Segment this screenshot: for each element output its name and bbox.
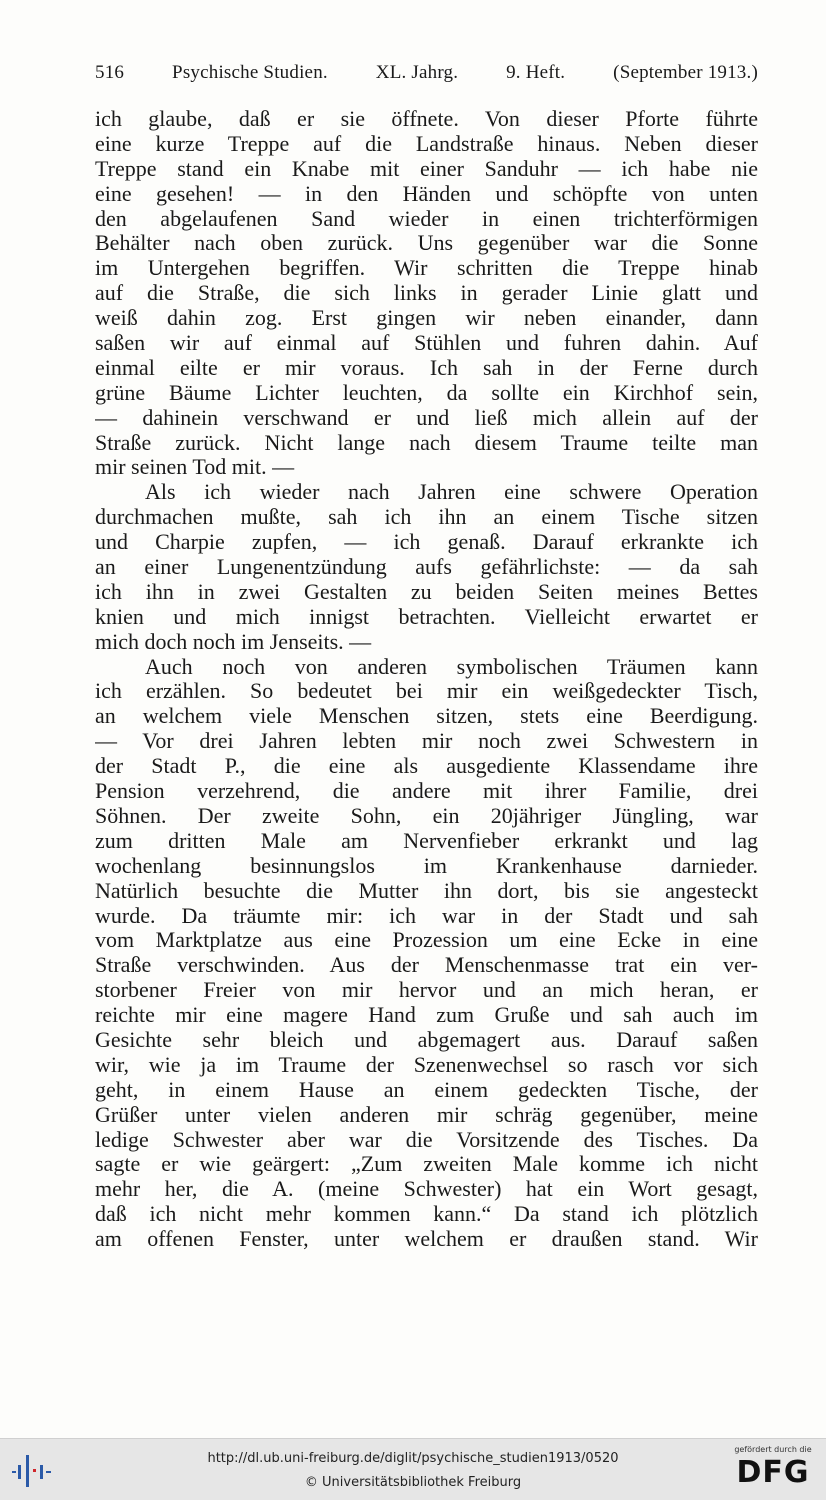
text-line: mir seinen Tod mit. — (95, 455, 295, 480)
text-line: — Vor drei Jahren lebten mir noch zwei Schwestern in (95, 729, 758, 754)
text-line: mehr her, die A. (meine Schwester) hat ein Wort gesagt, (95, 1177, 758, 1202)
text-line: Auch noch von anderen symbolischen Träumen kann (145, 654, 758, 679)
text-line: den abgelaufenen Sand wieder in einen trichterförmigen (95, 206, 758, 231)
text-line: Söhnen. Der zweite Sohn, ein 20jähriger Jüngling, war (95, 803, 758, 828)
text-line: eine gesehen! — in den Händen und schöpfte von unten (95, 181, 758, 206)
text-line: daß ich nicht mehr kommen kann.“ Da stand ich plötzlich (95, 1202, 758, 1227)
text-line: ich glaube, daß er sie öffnete. Von dieser Pforte führte (95, 107, 758, 131)
text-line: eine kurze Treppe auf die Landstraße hinaus. Neben dieser (95, 131, 758, 156)
text-line: Grüßer unter vielen anderen mir schräg gegenüber, meine (95, 1102, 758, 1127)
dfg-caption: gefördert durch die (734, 1445, 812, 1454)
text-line: Treppe stand ein Knabe mit einer Sanduhr — ich habe nie (95, 156, 758, 181)
text-line: einmal eilte er mir voraus. Ich sah in der Ferne durch (95, 355, 758, 380)
text-line: weiß dahin zog. Erst gingen wir neben einander, dann (95, 306, 758, 331)
text-line: geht, in einem Hause an einem gedeckten Tische, der (95, 1077, 758, 1102)
text-line: durchmachen mußte, sah ich ihn an einem Tische sitzen (95, 505, 758, 530)
text-line: Natürlich besuchte die Mutter ihn dort, bis sie angesteckt (95, 878, 758, 903)
text-line: ich ihn in zwei Gestalten zu beiden Seiten meines Bettes (95, 579, 758, 604)
volume-label: XL. Jahrg. (375, 62, 459, 83)
text-line: saßen wir auf einmal auf Stühlen und fuhren dahin. Auf (95, 331, 758, 356)
text-line: Straße verschwinden. Aus der Menschenmasse trat ein ver- (95, 953, 758, 978)
permalink-url[interactable]: http://dl.ub.uni-freiburg.de/diglit/psychische_studien1913/0520 (207, 1451, 619, 1466)
text-line: wochenlang besinnungslos im Krankenhause darnieder. (95, 853, 758, 878)
text-line: an welchem viele Menschen sitzen, stets eine Beerdigung. (95, 704, 758, 729)
text-line: wir, wie ja im Traume der Szenenwechsel so rasch vor sich (95, 1052, 758, 1077)
text-line: vom Marktplatze aus eine Prozession um eine Ecke in eine (95, 928, 758, 953)
text-line: der Stadt P., die eine als ausgediente Klassendame ihre (95, 754, 758, 779)
dfg-funding-badge (728, 1445, 818, 1497)
text-line: Behälter nach oben zurück. Uns gegenüber war die Sonne (95, 231, 758, 256)
text-line: sagte er wie geärgert: „Zum zweiten Male komme ich nicht (95, 1152, 758, 1177)
text-line: auf die Straße, die sich links in gerader Linie glatt und (95, 281, 758, 306)
footer-bar (0, 1438, 826, 1500)
issue-label: 9. Heft. (506, 62, 566, 83)
copyright-notice: © Universitätsbibliothek Freiburg (304, 1475, 522, 1490)
text-line: grüne Bäume Lichter leuchten, da sollte ein Kirchhof sein, (95, 380, 758, 405)
text-line: ledige Schwester aber war die Vorsitzende des Tisches. Da (95, 1127, 758, 1152)
text-line: Pension verzehrend, die andere mit ihrer Familie, drei (95, 779, 758, 804)
text-line: storbener Freier von mir hervor und an mich heran, er (95, 978, 758, 1003)
text-line: reichte mir eine magere Hand zum Gruße und sah auch im (95, 1003, 758, 1028)
text-line: — dahinein verschwand er und ließ mich allein auf der (95, 405, 758, 430)
text-line: am offenen Fenster, unter welchem er draußen stand. Wir (95, 1227, 758, 1252)
text-line: wurde. Da träumte mir: ich war in der Stadt und sah (95, 903, 758, 928)
text-line: Als ich wieder nach Jahren eine schwere Operation (145, 480, 758, 505)
issue-date: (September 1913.) (613, 62, 758, 83)
dfg-logo: DFG (736, 1455, 810, 1490)
journal-title: Psychische Studien. (172, 62, 328, 83)
body-text (95, 107, 758, 1252)
text-line: im Untergehen begriffen. Wir schritten die Treppe hinab (95, 256, 758, 281)
text-line: Gesichte sehr bleich und abgemagert aus. Darauf saßen (95, 1027, 758, 1052)
running-head (95, 62, 758, 88)
page-number: 516 (95, 62, 125, 83)
text-line: zum dritten Male am Nervenfieber erkrankt und lag (95, 828, 758, 853)
text-line: und Charpie zupfen, — ich genaß. Darauf erkrankte ich (95, 530, 758, 555)
text-line: knien und mich innigst betrachten. Vielleicht erwartet er (95, 604, 758, 629)
text-line: Straße zurück. Nicht lange nach diesem Traume teilte man (95, 430, 758, 455)
text-line: ich erzählen. So bedeutet bei mir ein weißgedeckter Tisch, (95, 679, 758, 704)
text-line: an einer Lungenentzündung aufs gefährlichste: — da sah (95, 555, 758, 580)
text-line: mich doch noch im Jenseits. — (95, 629, 372, 654)
